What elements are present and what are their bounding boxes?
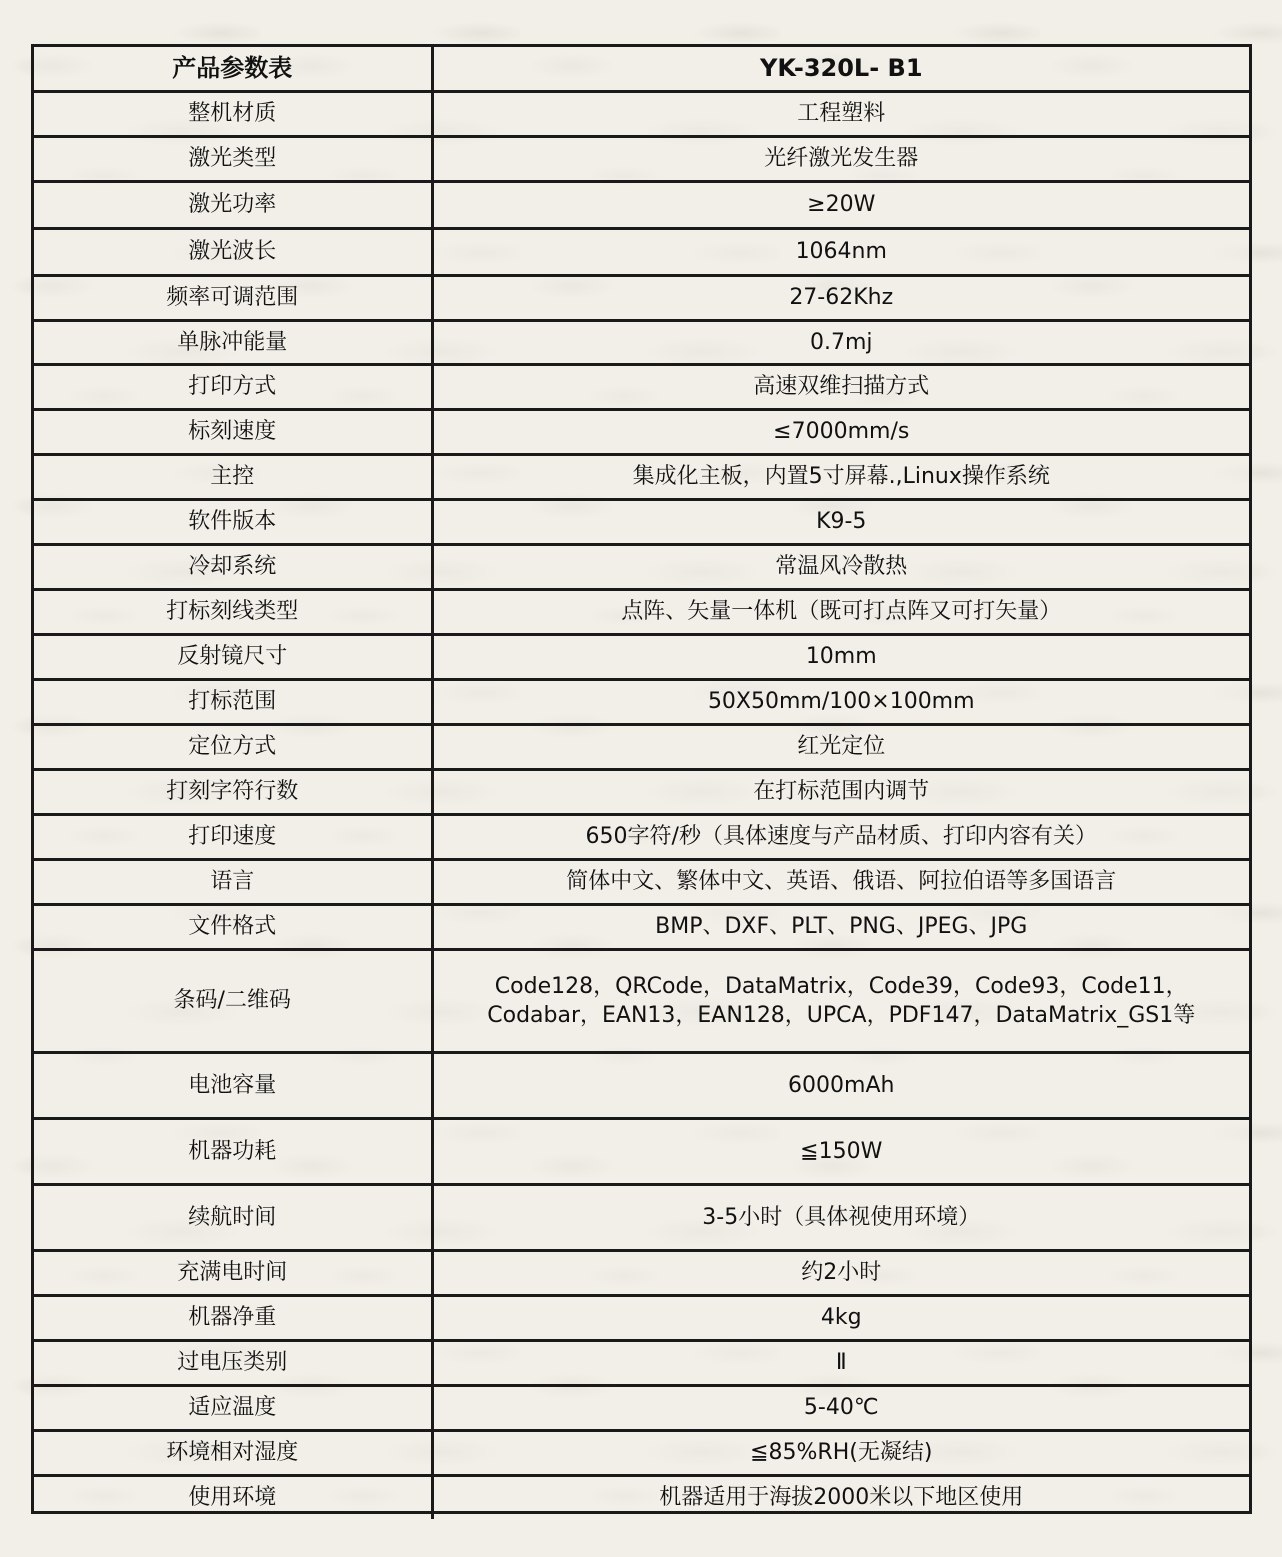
row-value: K9-5 — [432, 499, 1249, 544]
table-row — [34, 679, 1249, 724]
row-label: 单脉冲能量 — [34, 320, 432, 364]
row-label: 整机材质 — [34, 91, 432, 136]
row-value: ≤7000mm/s — [432, 409, 1249, 454]
row-label: 打刻字符行数 — [34, 769, 432, 814]
row-value: 工程塑料 — [432, 91, 1249, 136]
table-row — [34, 454, 1249, 499]
table-row — [34, 499, 1249, 544]
row-value: 27-62Khz — [432, 275, 1249, 320]
table-row — [34, 1295, 1249, 1340]
row-label: 冷却系统 — [34, 544, 432, 589]
row-value: 3-5小时（具体视使用环境） — [432, 1184, 1249, 1250]
row-value: 6000mAh — [432, 1052, 1249, 1118]
table-row — [34, 1430, 1249, 1475]
row-label: 机器功耗 — [34, 1118, 432, 1184]
row-label: 激光功率 — [34, 181, 432, 228]
row-label: 电池容量 — [34, 1052, 432, 1118]
header-model: YK-320L- B1 — [432, 47, 1249, 91]
table-row — [34, 1118, 1249, 1184]
row-value: 650字符/秒（具体速度与产品材质、打印内容有关） — [432, 814, 1249, 859]
table-row — [34, 1385, 1249, 1430]
table-row — [34, 949, 1249, 1052]
row-value: 4kg — [432, 1295, 1249, 1340]
row-label: 激光波长 — [34, 228, 432, 275]
row-label: 打标刻线类型 — [34, 589, 432, 634]
row-value: 简体中文、繁体中文、英语、俄语、阿拉伯语等多国语言 — [432, 859, 1249, 904]
table-row — [34, 409, 1249, 454]
row-value: 红光定位 — [432, 724, 1249, 769]
row-label: 定位方式 — [34, 724, 432, 769]
row-value: BMP、DXF、PLT、PNG、JPEG、JPG — [432, 904, 1249, 949]
row-value: 0.7mj — [432, 320, 1249, 364]
table-row — [34, 769, 1249, 814]
table-row — [34, 859, 1249, 904]
row-value: Ⅱ — [432, 1340, 1249, 1385]
header-label: 产品参数表 — [34, 47, 432, 91]
row-value: 点阵、矢量一体机（既可打点阵又可打矢量） — [432, 589, 1249, 634]
table-row — [34, 1340, 1249, 1385]
table-row — [34, 814, 1249, 859]
row-value: 约2小时 — [432, 1250, 1249, 1295]
row-value: ≥20W — [432, 181, 1249, 228]
row-value: 机器适用于海拔2000米以下地区使用 — [432, 1475, 1249, 1519]
row-label: 打印方式 — [34, 364, 432, 409]
row-label: 打印速度 — [34, 814, 432, 859]
table-row — [34, 228, 1249, 275]
table-row — [34, 91, 1249, 136]
row-value: ≦150W — [432, 1118, 1249, 1184]
spec-table — [34, 47, 1249, 1519]
row-value: 10mm — [432, 634, 1249, 679]
row-label: 使用环境 — [34, 1475, 432, 1519]
table-row — [34, 181, 1249, 228]
row-label: 软件版本 — [34, 499, 432, 544]
table-row — [34, 1250, 1249, 1295]
row-label: 频率可调范围 — [34, 275, 432, 320]
row-label: 条码/二维码 — [34, 949, 432, 1052]
row-label: 机器净重 — [34, 1295, 432, 1340]
row-label: 适应温度 — [34, 1385, 432, 1430]
table-row — [34, 320, 1249, 364]
row-label: 充满电时间 — [34, 1250, 432, 1295]
row-value: 常温风冷散热 — [432, 544, 1249, 589]
row-value: 5-40℃ — [432, 1385, 1249, 1430]
row-label: 续航时间 — [34, 1184, 432, 1250]
row-label: 打标范围 — [34, 679, 432, 724]
row-value-line: Code128，QRCode，DataMatrix，Code39，Code93，Code11， — [494, 973, 1188, 999]
row-label: 文件格式 — [34, 904, 432, 949]
row-label: 反射镜尺寸 — [34, 634, 432, 679]
row-label: 主控 — [34, 454, 432, 499]
row-label: 过电压类别 — [34, 1340, 432, 1385]
row-value: 1064nm — [432, 228, 1249, 275]
row-value: 集成化主板，内置5寸屏幕.,Linux操作系统 — [432, 454, 1249, 499]
row-label: 语言 — [34, 859, 432, 904]
row-value-multiline — [432, 949, 1249, 1052]
table-row — [34, 544, 1249, 589]
table-row — [34, 1475, 1249, 1519]
table-row — [34, 1184, 1249, 1250]
table-row — [34, 589, 1249, 634]
row-label: 环境相对湿度 — [34, 1430, 432, 1475]
row-value: 光纤激光发生器 — [432, 136, 1249, 181]
table-header-row — [34, 47, 1249, 91]
row-label: 标刻速度 — [34, 409, 432, 454]
row-value: 高速双维扫描方式 — [432, 364, 1249, 409]
row-label: 激光类型 — [34, 136, 432, 181]
table-row — [34, 724, 1249, 769]
table-row — [34, 136, 1249, 181]
row-value: 50X50mm/100×100mm — [432, 679, 1249, 724]
row-value-line: Codabar，EAN13，EAN128，UPCA，PDF147，DataMatrix_GS1等 — [487, 1002, 1196, 1028]
row-value: ≦85%RH(无凝结) — [432, 1430, 1249, 1475]
row-value: 在打标范围内调节 — [432, 769, 1249, 814]
table-row — [34, 1052, 1249, 1118]
spec-table-frame — [31, 44, 1252, 1514]
table-row — [34, 634, 1249, 679]
table-row — [34, 275, 1249, 320]
table-row — [34, 364, 1249, 409]
table-row — [34, 904, 1249, 949]
